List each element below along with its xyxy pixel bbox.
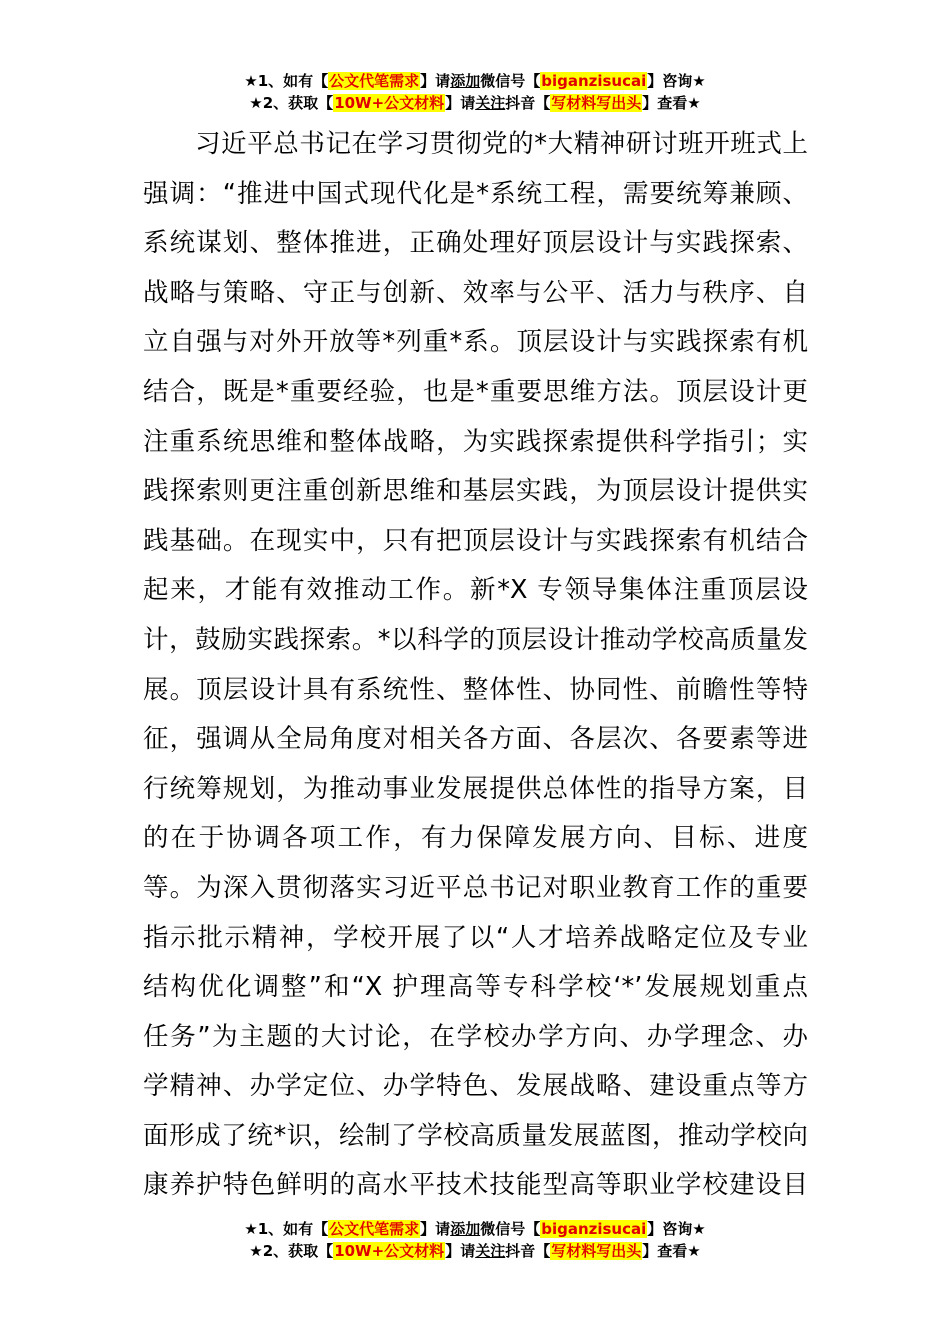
banner-line-1: ★1、如有【公文代笔需求】请添加微信号【biganzisucai】咨询★ <box>244 1220 706 1238</box>
text-line: 等。为深入贯彻落实习近平总书记对职业教育工作的重要 <box>143 872 808 903</box>
text-line: 指示批示精神，学校开展了以“人才培养战略定位及专业 <box>143 922 808 953</box>
header-banner <box>0 70 950 114</box>
highlight-materials: 10W+公文材料 <box>334 94 445 112</box>
highlight-wechat-id: biganzisucai <box>541 72 647 90</box>
text-line: 学精神、办学定位、办学特色、发展战略、建设重点等方 <box>143 1071 808 1102</box>
text-line: 面形成了统*识，绘制了学校高质量发展蓝图，推动学校向 <box>143 1120 808 1151</box>
highlight-douyin: 写材料写出头 <box>551 1242 642 1260</box>
text-line: 习近平总书记在学习贯彻党的*大精神研讨班开班式上 <box>195 129 808 159</box>
text-line: 战略与策略、守正与创新、效率与公平、活力与秩序、自 <box>143 277 808 308</box>
text-line: 的在于协调各项工作，有力保障发展方向、目标、进度 <box>143 823 808 854</box>
text-line: 征，强调从全局角度对相关各方面、各层次、各要素等进 <box>143 724 808 755</box>
text-line: 任务”为主题的大讨论，在学校办学方向、办学理念、办 <box>143 1021 808 1052</box>
text-line: 行统筹规划，为推动事业发展提供总体性的指导方案，目 <box>143 773 808 804</box>
footer-banner <box>0 1218 950 1262</box>
text-line: 系统谋划、整体推进，正确处理好顶层设计与实践探索、 <box>143 228 808 259</box>
text-line: 计，鼓励实践探索。*以科学的顶层设计推动学校高质量发 <box>143 624 808 655</box>
highlight-wechat-id: biganzisucai <box>541 1220 647 1238</box>
text-line: 立自强与对外开放等*列重*系。顶层设计与实践探索有机 <box>143 327 808 358</box>
text-line: 起来，才能有效推动工作。新*X 专领导集体注重顶层设 <box>143 575 808 606</box>
text-line: 注重系统思维和整体战略，为实践探索提供科学指引；实 <box>143 426 808 457</box>
banner-line-2: ★2、获取【10W+公文材料】请关注抖音【写材料写出头】查看★ <box>249 94 701 112</box>
banner-line-2: ★2、获取【10W+公文材料】请关注抖音【写材料写出头】查看★ <box>249 1242 701 1260</box>
text-line: 践基础。在现实中，只有把顶层设计与实践探索有机结合 <box>143 525 808 556</box>
text-line: 展。顶层设计具有系统性、整体性、协同性、前瞻性等特 <box>143 674 808 705</box>
text-line: 践探索则更注重创新思维和基层实践，为顶层设计提供实 <box>143 476 808 507</box>
highlight-service: 公文代笔需求 <box>329 1220 420 1238</box>
highlight-service: 公文代笔需求 <box>329 72 420 90</box>
text-line: 结合，既是*重要经验，也是*重要思维方法。顶层设计更 <box>143 376 808 407</box>
text-line: 康养护特色鲜明的高水平技术技能型高等职业学校建设目 <box>143 1170 808 1201</box>
document-body <box>143 120 808 1211</box>
text-line: 强调：“推进中国式现代化是*系统工程，需要统筹兼顾、 <box>143 178 808 209</box>
highlight-douyin: 写材料写出头 <box>551 94 642 112</box>
highlight-materials: 10W+公文材料 <box>334 1242 445 1260</box>
banner-line-1: ★1、如有【公文代笔需求】请添加微信号【biganzisucai】咨询★ <box>244 72 706 90</box>
text-line: 结构优化调整”和“X 护理高等专科学校‘*’发展规划重点 <box>143 972 808 1003</box>
